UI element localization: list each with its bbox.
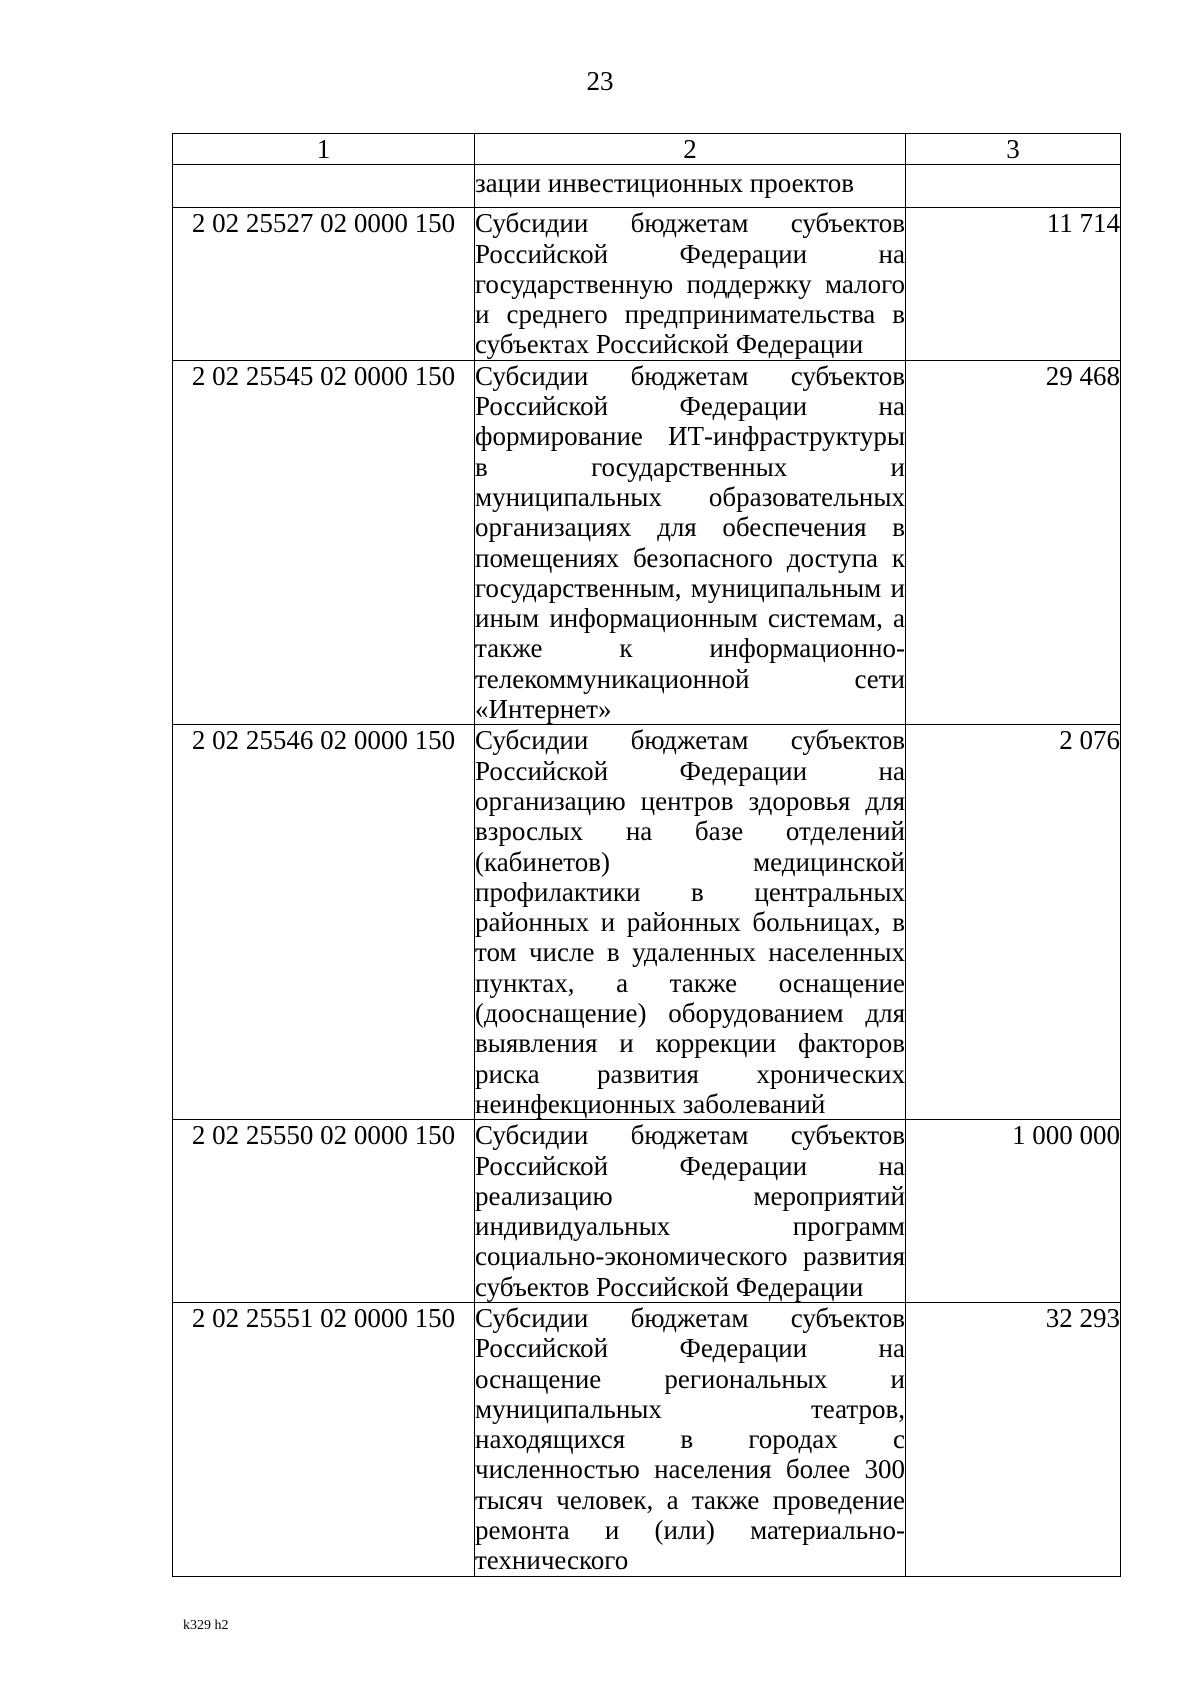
table-row [173, 1120, 1121, 1303]
amount-cell: 1 000 000 [906, 1120, 1121, 1303]
column-header-3: 3 [906, 134, 1121, 165]
description-cell: Субсидии бюджетам субъектов Российской Федерации на оснащение региональных и муниципальных театров, находящихся в городах с численностью населения более 300 тысяч человек, а также проведение ремонта и (или) материально-технического [475, 1302, 905, 1576]
code-cell: 2 02 25545 02 0000 150 [173, 360, 475, 725]
page-number: 23 [586, 66, 614, 96]
description-cell: Субсидии бюджетам субъектов Российской Федерации на государственную поддержку малого и среднего предпринимательства в субъектах Российской Федерации [475, 208, 905, 360]
table-header-row [173, 134, 1121, 165]
description-cell: Субсидии бюджетам субъектов Российской Федерации на формирование ИТ-инфраструктуры в государственных и муниципальных образовательных организациях для обеспечения в помещениях безопасного доступа к государственным, муниципальным и иным информационным системам, а также к информационно-телекоммуникационной сети «Интернет» [475, 360, 905, 725]
table-row [173, 208, 1121, 360]
budget-table [172, 133, 1121, 1577]
column-header-1: 1 [173, 134, 475, 165]
amount-cell: 2 076 [906, 725, 1121, 1120]
description-cell: Субсидии бюджетам субъектов Российской Федерации на реализацию мероприятий индивидуальных программ социально-экономического развития субъектов Российской Федерации [475, 1120, 905, 1302]
amount-cell-empty [906, 165, 1121, 208]
amount-cell: 11 714 [906, 208, 1121, 360]
table-row [173, 360, 1121, 725]
amount-cell: 29 468 [906, 360, 1121, 725]
description-cell: зации инвестиционных проектов [475, 165, 906, 208]
code-cell: 2 02 25546 02 0000 150 [173, 725, 475, 1120]
code-cell: 2 02 25550 02 0000 150 [173, 1120, 475, 1303]
code-cell-empty [173, 165, 475, 208]
description-cell: Субсидии бюджетам субъектов Российской Федерации на организацию центров здоровья для взрослых на базе отделений (кабинетов) медицинской профилактики в центральных районных и районных больницах, в том числе в удаленных населенных пунктах, а также оснащение (дооснащение) оборудованием для выявления и коррекции факторов риска развития хронических неинфекционных заболеваний [475, 725, 905, 1119]
table-row [173, 725, 1121, 1120]
column-header-2: 2 [475, 134, 906, 165]
table-row-continuation [173, 165, 1121, 208]
code-cell: 2 02 25551 02 0000 150 [173, 1302, 475, 1576]
code-cell: 2 02 25527 02 0000 150 [173, 208, 475, 360]
table-row [173, 1302, 1121, 1576]
document-id-mark: k329 h2 [183, 1618, 229, 1633]
amount-cell: 32 293 [906, 1302, 1121, 1576]
